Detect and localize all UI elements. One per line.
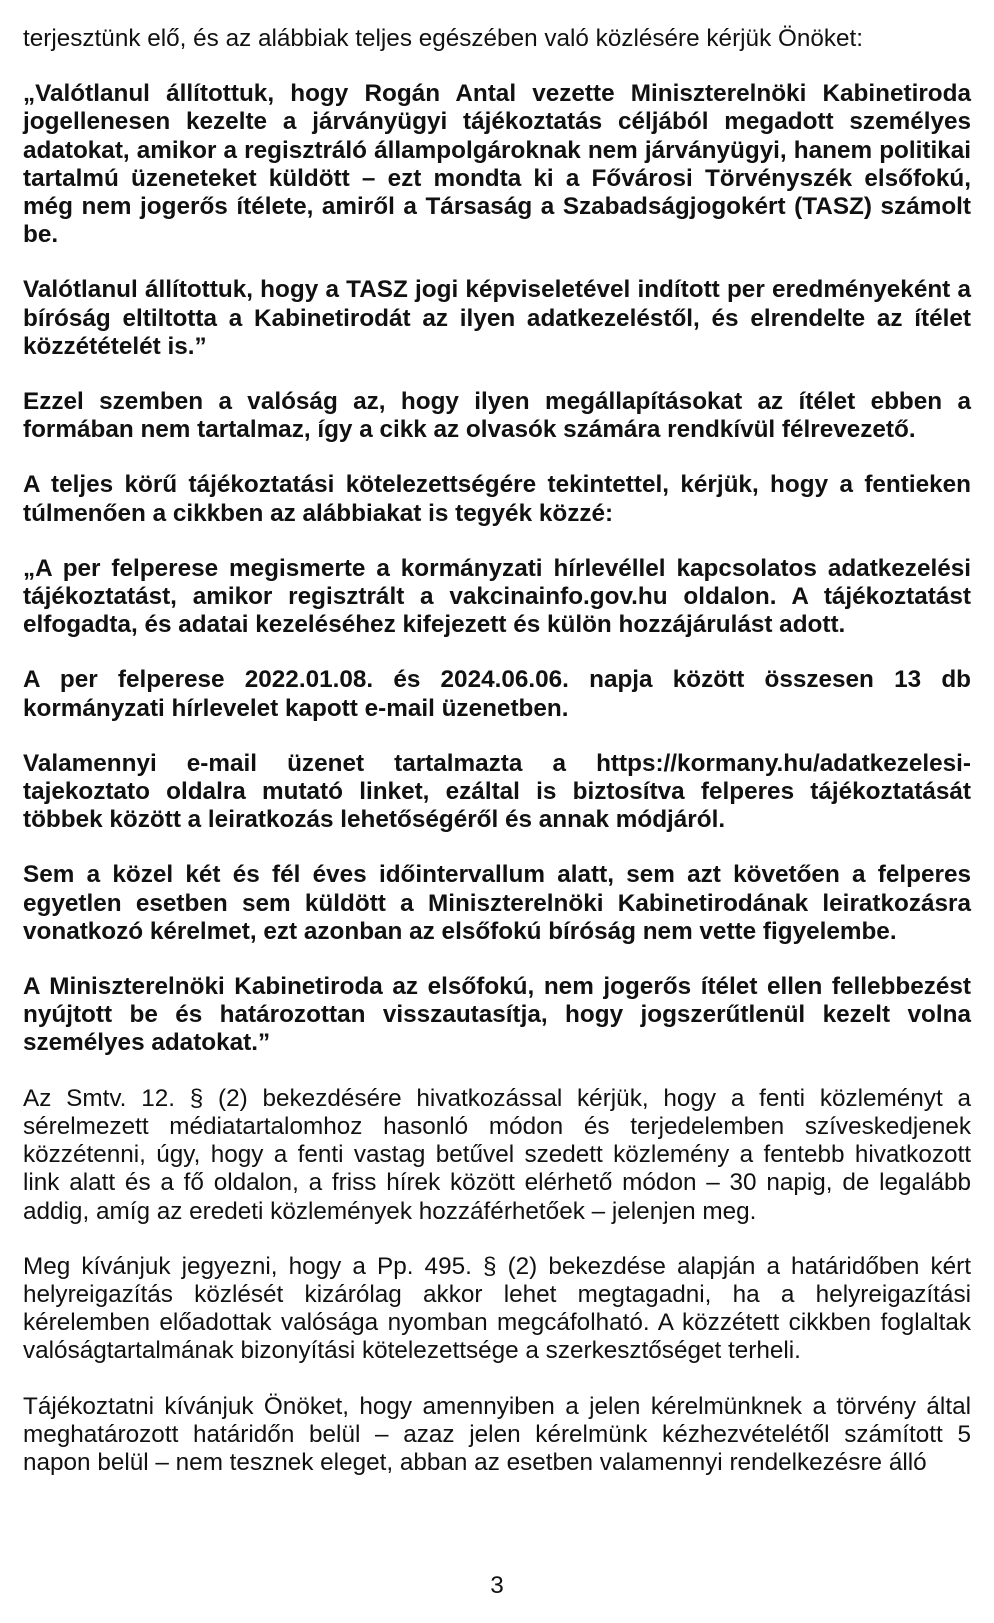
paragraph-7: A per felperese 2022.01.08. és 2024.06.06. napja között összesen 13 db kormányzati hírlevelet kapott e-mail üzenetben. [23,666,971,722]
document-page [23,25,971,1477]
paragraph-3: Valótlanul állítottuk, hogy a TASZ jogi képviseletével indított per eredményeként a bíróság eltiltotta a Kabinetirodát az ilyen adatkezeléstől, és elrendelte az ítélet közzétételét is.” [23,276,971,360]
paragraph-4: Ezzel szemben a valóság az, hogy ilyen megállapításokat az ítélet ebben a formában nem tartalmaz, így a cikk az olvasók számára rendkívül félrevezető. [23,388,971,444]
paragraph-8: Valamennyi e-mail üzenet tartalmazta a https://kormany.hu/adatkezelesi-tajekoztato oldalra mutató linket, ezáltal is biztosítva felperes tájékoztatását többek között a leiratkozás lehetőségéről és annak módjáról. [23,749,971,834]
paragraph-2: „Valótlanul állítottuk, hogy Rogán Antal vezette Miniszterelnöki Kabinetiroda jogellenesen kezelte a járványügyi tájékoztatás céljából megadott személyes adatokat, amikor a regisztráló állampolgároknak nem járványügyi, hanem politikai tartalmú üzeneteket küldött – ezt mondta ki a Fővárosi Törvényszék elsőfokú, még nem jogerős ítélete, amiről a Társaság a Szabadságjogokért (TASZ) számolt be. [23,80,971,249]
paragraph-12: Meg kívánjuk jegyezni, hogy a Pp. 495. § (2) bekezdése alapján a határidőben kért helyreigazítás közlését kizárólag akkor lehet megtagadni, ha a helyreigazítási kérelemben előadottak valósága nyomban megcáfolható. A közzétett cikkben foglaltak valóságtartalmának bizonyítási kötelezettsége a szerkesztőséget terheli. [23,1252,971,1365]
paragraph-11: Az Smtv. 12. § (2) bekezdésére hivatkozással kérjük, hogy a fenti közleményt a sérelmezett médiatartalomhoz hasonló módon és terjedelemben szíveskedjenek közzétenni, úgy, hogy a fenti vastag betűvel szedett közlemény a fentebb hivatkozott link alatt és a fő oldalon, a friss hírek között elérhető módon – 30 napig, de legalább addig, amíg az eredeti közlemények hozzáférhetőek – jelenjen meg. [23,1084,971,1225]
paragraph-1: terjesztünk elő, és az alábbiak teljes egészében való közlésére kérjük Önöket: [23,25,864,52]
paragraph-6: „A per felperese megismerte a kormányzati hírlevéllel kapcsolatos adatkezelési tájékoztatást, amikor regisztrált a vakcinainfo.gov.hu oldalon. A tájékoztatást elfogadta, és adatai kezeléséhez kifejezett és külön hozzájárulást adott. [23,554,971,639]
paragraph-5: A teljes körű tájékoztatási kötelezettségére tekintettel, kérjük, hogy a fentieken túlmenően a cikkben az alábbiakat is tegyék közzé: [23,471,971,527]
paragraph-13: Tájékoztatni kívánjuk Önöket, hogy amennyiben a jelen kérelmünknek a törvény által meghatározott határidőn belül – azaz jelen kérelmünk kézhezvételétől számított 5 napon belül – nem tesznek eleget, abban az esetben valamennyi rendelkezésre álló [23,1392,971,1476]
paragraph-9: Sem a közel két és fél éves időintervallum alatt, sem azt követően a felperes egyetlen esetben sem küldött a Miniszterelnöki Kabinetirodának leiratkozásra vonatkozó kérelmet, ezt azonban az elsőfokú bíróság nem vette figyelembe. [23,861,971,945]
paragraph-10: A Miniszterelnöki Kabinetiroda az elsőfokú, nem jogerős ítélet ellen fellebbezést nyújtott be és határozottan visszautasítja, hogy jogszerűtlenül kezelt volna személyes adatokat.” [23,973,971,1057]
page-number: 3 [490,1572,504,1599]
